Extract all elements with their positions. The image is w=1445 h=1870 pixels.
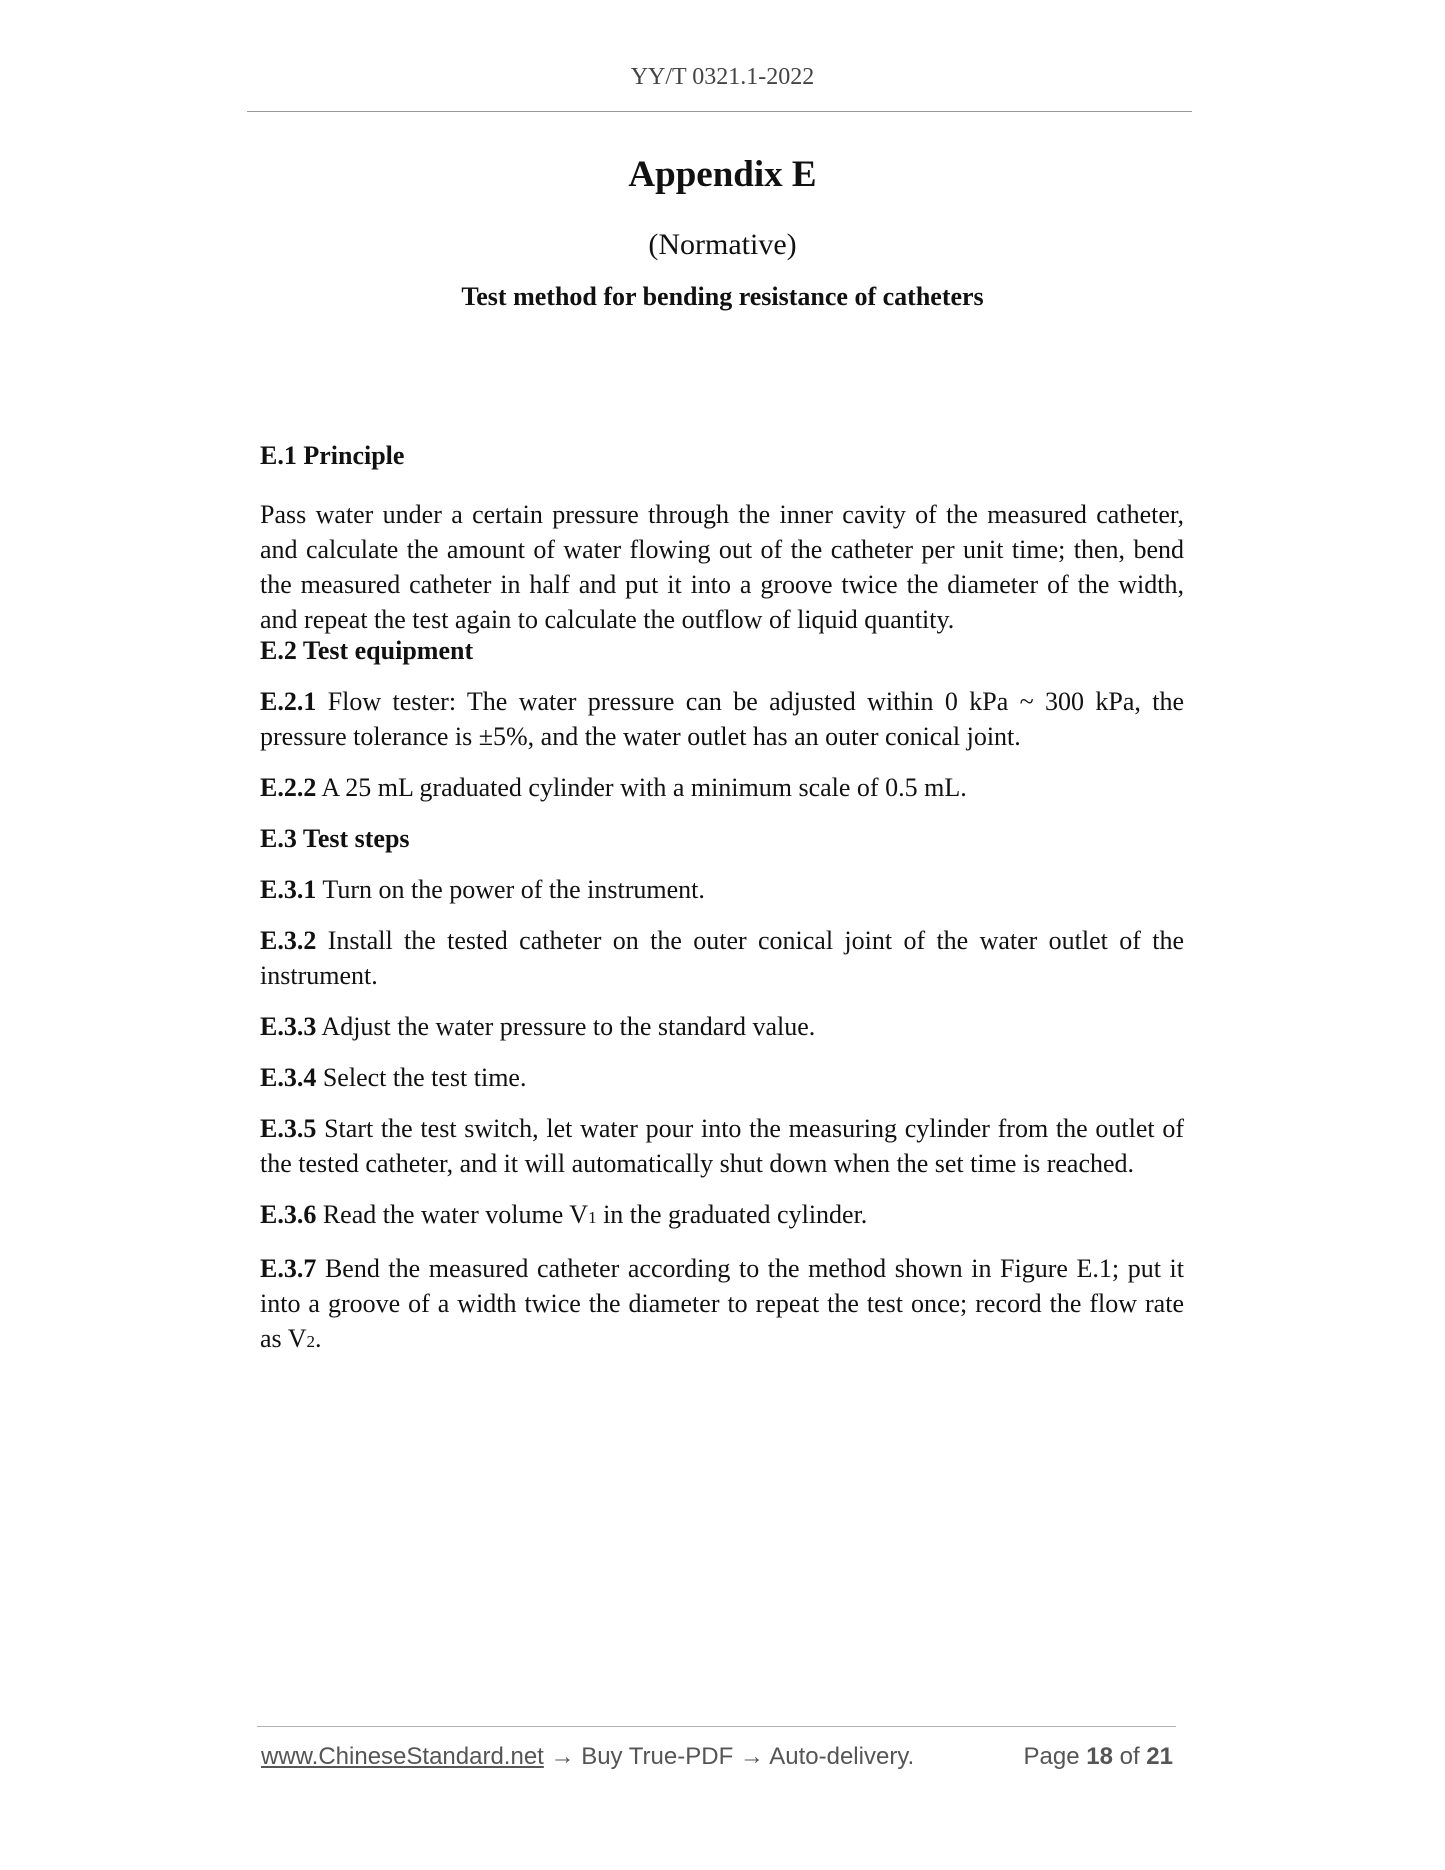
clause-number: E.3.4 [260, 1063, 317, 1092]
auto-delivery-text: Auto-delivery. [769, 1743, 915, 1770]
clause-text: Turn on the power of the instrument. [322, 875, 705, 904]
subscript: 1 [588, 1208, 597, 1227]
clause-text: A 25 mL graduated cylinder with a minimum scale of 0.5 mL. [321, 773, 967, 802]
paragraph-e3-7 [260, 1251, 1184, 1359]
clause-number: E.2.1 [260, 687, 317, 716]
website-link[interactable]: www.ChineseStandard.net [261, 1743, 544, 1770]
paragraph-e3-1 [260, 872, 1184, 907]
arrow-right-icon: → [739, 1743, 764, 1770]
footer-divider [257, 1726, 1176, 1727]
appendix-doc-title: Test method for bending resistance of catheters [461, 282, 984, 311]
document-body [260, 400, 1184, 1359]
current-page-number: 18 [1086, 1743, 1113, 1770]
clause-number: E.3.7 [260, 1254, 317, 1283]
clause-text: Select the test time. [322, 1063, 527, 1092]
paragraph-e2-1 [260, 684, 1184, 754]
clause-text-after: . [314, 1324, 322, 1353]
clause-text-after: in the graduated cylinder. [596, 1200, 868, 1229]
clause-text: Adjust the water pressure to the standard value. [321, 1012, 816, 1041]
clause-text: Install the tested catheter on the outer conical joint of the water outlet of the instrument. [260, 926, 1184, 990]
page-of-label: of [1119, 1743, 1140, 1770]
footer [261, 1743, 1181, 1777]
clause-number: E.3.3 [260, 1012, 317, 1041]
page-indicator [1024, 1743, 1174, 1771]
section-heading-e3: E.3 Test steps [260, 824, 410, 853]
section-heading-e2: E.2 Test equipment [260, 636, 474, 665]
arrow-right-icon: → [550, 1743, 575, 1770]
clause-number: E.3.5 [260, 1114, 317, 1143]
paragraph-e3-6 [260, 1197, 1184, 1235]
clause-number: E.2.2 [260, 773, 317, 802]
clause-number: E.3.2 [260, 926, 317, 955]
footer-left [261, 1743, 914, 1771]
paragraph-e3-2 [260, 923, 1184, 993]
total-pages-number: 21 [1146, 1743, 1173, 1770]
buy-pdf-text: Buy True-PDF [581, 1743, 734, 1770]
clause-text: Start the test switch, let water pour into the measuring cylinder from the outlet of the tested catheter, and it will automatically shut down when the set time is reached. [260, 1114, 1185, 1178]
clause-text-before: Read the water volume V [322, 1200, 589, 1229]
clause-text-before: Bend the measured catheter according to the method shown in Figure E.1; put it into a groove of a width twice the diameter to repeat the test once; record the flow rate as V [260, 1254, 1184, 1353]
paragraph-e1: Pass water under a certain pressure through the inner cavity of the measured catheter, and calculate the amount of water flowing out of the catheter per unit time; then, bend the measured catheter in half and put it into a groove twice the diameter of the width, and repeat the test again to calculate the outflow of liquid quantity. [260, 500, 1184, 634]
paragraph-e3-5 [260, 1111, 1184, 1181]
header-divider [247, 111, 1192, 112]
section-heading-e1: E.1 Principle [260, 441, 405, 470]
clause-number: E.3.6 [260, 1200, 317, 1229]
paragraph-e2-2 [260, 770, 1184, 805]
document-code: YY/T 0321.1-2022 [630, 64, 815, 90]
page-label: Page [1023, 1743, 1080, 1770]
paragraph-e3-4 [260, 1060, 1184, 1095]
appendix-title: Appendix E [628, 154, 817, 195]
clause-text: Flow tester: The water pressure can be adjusted within 0 kPa ~ 300 kPa, the pressure tolerance is ±5%, and the water outlet has an outer conical joint. [260, 687, 1185, 751]
appendix-subtitle: (Normative) [648, 228, 797, 261]
clause-number: E.3.1 [260, 875, 317, 904]
subscript: 2 [306, 1332, 315, 1351]
paragraph-e3-3 [260, 1009, 1184, 1044]
